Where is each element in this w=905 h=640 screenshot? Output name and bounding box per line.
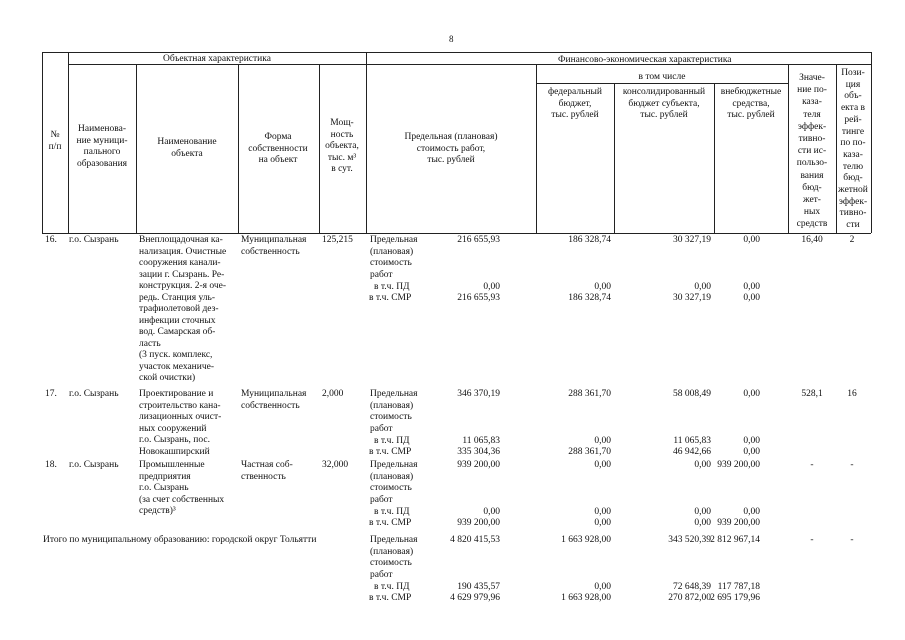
row-object-name: Промышленные — [139, 460, 205, 470]
row2-smr-cons: 46 942,66 — [673, 447, 711, 457]
page-number: 8 — [449, 34, 454, 44]
header-fed: бюджет, — [558, 98, 592, 109]
row2-pd-fed: 0,00 — [594, 436, 611, 446]
header-cost: тыс. рублей — [427, 155, 475, 165]
row2-total-total: 346 370,19 — [457, 389, 500, 399]
header-form: Форма — [264, 132, 292, 142]
row-municipality: г.о. Сызрань — [69, 460, 119, 470]
header-mun: пального — [83, 147, 121, 157]
row-object-name: г.о. Сызрань — [139, 483, 189, 493]
row1-pd-fed: 0,00 — [594, 282, 611, 292]
row-ownership: Частная соб- — [241, 460, 293, 470]
row1-total-total: 216 655,93 — [457, 235, 500, 245]
row-object-name: ской очистки) — [139, 373, 196, 383]
header-power: Мощ- — [330, 118, 354, 128]
header-object-group: Объектная характеристика — [163, 54, 271, 64]
row3-total-fed: 0,00 — [594, 460, 611, 470]
header-cons: тыс. рублей — [640, 110, 688, 120]
header-eff: ных — [803, 207, 821, 218]
header-eff: пользо- — [796, 158, 828, 169]
row-object-name: нализация. Очистные — [139, 246, 227, 257]
row3-smr-fed: 0,00 — [594, 518, 611, 528]
header-eff: теля — [803, 109, 821, 120]
row2-pd-extra: 0,00 — [743, 436, 760, 446]
row-object-name: ных сооружений — [139, 423, 207, 434]
header-eff: тивно- — [798, 134, 826, 144]
header-pos: тинге — [841, 126, 865, 137]
header-pos: ция — [845, 79, 861, 90]
header-mun: ние муници- — [76, 135, 128, 146]
row-object-name: сооружения канали- — [139, 258, 221, 268]
row1-pd-cons: 0,00 — [694, 282, 711, 292]
row-ownership: Муниципальная — [241, 235, 307, 245]
header-fed: федеральный — [548, 87, 602, 97]
row2-total-cons: 58 008,49 — [673, 389, 711, 399]
row-ownership: ственность — [241, 471, 286, 482]
row2-pd-total: 11 065,83 — [462, 436, 500, 446]
cost-label-pd: в т.ч. ПД — [374, 282, 410, 292]
row3-smr-cons: 0,00 — [694, 518, 711, 528]
header-num: п/п — [48, 141, 62, 152]
summary-efficiency: - — [810, 535, 814, 545]
row-object-name: предприятия — [139, 471, 191, 482]
row-num: 16. — [45, 235, 57, 245]
header-pos: объ- — [844, 91, 862, 102]
row-efficiency: 16,40 — [801, 235, 823, 245]
row-object-name: средств)³ — [139, 506, 176, 516]
header-form: собственности — [248, 143, 308, 154]
summary-position: - — [850, 535, 854, 545]
row1-total-cons: 30 327,19 — [673, 235, 711, 245]
header-fed: тыс. рублей — [551, 110, 599, 120]
row-power: 32,000 — [322, 460, 349, 470]
row3-total-extra: 939 200,00 — [717, 460, 760, 470]
row-object-name: конструкция. 2-я оче- — [139, 281, 227, 291]
header-mun: образования — [76, 158, 128, 169]
row3-pd-total: 0,00 — [483, 507, 500, 517]
row3-smr-extra: 939 200,00 — [717, 518, 760, 528]
row-position: - — [850, 460, 854, 470]
header-cons: бюджет субъекта, — [628, 98, 700, 109]
cost-label-pd: в т.ч. ПД — [374, 582, 410, 592]
row2-total-extra: 0,00 — [743, 389, 760, 399]
cost-label: Предельная — [370, 535, 418, 545]
header-pos: рей- — [844, 114, 862, 125]
header-obj: объекта — [171, 148, 203, 159]
row-position: 16 — [847, 389, 857, 399]
header-eff: ние по- — [797, 85, 827, 96]
row-power: 125,215 — [322, 235, 353, 245]
row-object-name: Проектирование и — [139, 389, 214, 399]
header-cost: стоимость работ, — [416, 143, 486, 154]
row-efficiency: 528,1 — [801, 389, 823, 399]
summary-pd-extra: 117 787,18 — [717, 582, 760, 592]
row-power: 2,000 — [322, 389, 344, 399]
cost-label: стоимость — [370, 412, 412, 422]
row3-total-cons: 0,00 — [694, 460, 711, 470]
row3-pd-extra: 0,00 — [743, 507, 760, 517]
row-object-name: Новокашпирский — [139, 446, 210, 457]
summary-label: Итого по муниципальному образованию: городской округ Тольятти — [43, 535, 317, 545]
cost-label-pd: в т.ч. ПД — [374, 507, 410, 517]
row1-total-extra: 0,00 — [743, 235, 760, 245]
row-position: 2 — [849, 235, 855, 245]
header-pos: сти — [846, 220, 860, 231]
row-object-name: г.о. Сызрань, пос. — [139, 435, 210, 445]
row-object-name: участок механиче- — [139, 361, 214, 372]
cost-label: работ — [370, 269, 393, 280]
header-pos: жетной — [838, 185, 868, 195]
header-num: № — [50, 130, 60, 140]
cost-label-smr: в т.ч. СМР — [369, 447, 412, 457]
header-pos: эффек- — [838, 196, 868, 207]
header-power: объекта, — [325, 141, 359, 151]
header-extra: тыс. рублей — [727, 110, 775, 120]
row2-total-fed: 288 361,70 — [568, 389, 611, 399]
header-cons: консолидированный — [622, 87, 706, 97]
row-object-name: редь. Станция уль- — [139, 292, 216, 303]
header-pos: телю — [842, 161, 864, 172]
summary-total-extra: 2 812 967,14 — [710, 535, 760, 545]
row3-pd-fed: 0,00 — [594, 507, 611, 517]
header-eff: вания — [800, 170, 824, 181]
cost-label: работ — [370, 569, 393, 580]
header-eff: каза- — [802, 97, 822, 108]
row-num: 17. — [45, 389, 57, 399]
row-object-name: инфекции сточных — [139, 315, 216, 326]
cost-label: (плановая) — [370, 471, 414, 482]
row2-smr-fed: 288 361,70 — [568, 447, 611, 457]
table-rule — [42, 233, 871, 234]
row1-pd-total: 0,00 — [483, 282, 500, 292]
row1-pd-extra: 0,00 — [743, 282, 760, 292]
header-pos: Пози- — [841, 68, 865, 78]
row-object-name: строительство кана- — [139, 400, 221, 411]
row-municipality: г.о. Сызрань — [69, 235, 119, 245]
summary-smr-fed: 1 663 928,00 — [561, 593, 611, 603]
summary-total-cons: 343 520,39 — [668, 535, 711, 545]
cost-label: работ — [370, 494, 393, 505]
row-object-name: (3 пуск. комплекс, — [139, 350, 213, 360]
header-extra: средства, — [732, 98, 770, 109]
cost-label-pd: в т.ч. ПД — [374, 436, 410, 446]
summary-pd-total: 190 435,57 — [457, 582, 500, 592]
header-pos: по по- — [840, 138, 866, 149]
row-ownership: собственность — [241, 400, 300, 411]
row2-smr-total: 335 304,36 — [457, 447, 500, 457]
row-ownership: собственность — [241, 246, 300, 257]
header-power: ность — [330, 129, 354, 140]
row-municipality: г.о. Сызрань — [69, 389, 119, 399]
summary-pd-fed: 0,00 — [594, 582, 611, 592]
cost-label: (плановая) — [370, 546, 414, 557]
summary-smr-cons: 270 872,00 — [668, 593, 711, 603]
row-object-name: ласть — [139, 338, 161, 349]
header-obj: Наименование — [157, 137, 217, 147]
row-object-name: Внеплощадочная ка- — [139, 235, 223, 245]
header-cost: Предельная (плановая) — [404, 132, 498, 142]
table-rule — [42, 52, 871, 53]
header-extra: внебюджетные — [720, 87, 782, 97]
cost-label-smr: в т.ч. СМР — [369, 518, 412, 528]
row3-smr-total: 939 200,00 — [457, 518, 500, 528]
table-rule — [536, 83, 788, 84]
row1-smr-extra: 0,00 — [743, 293, 760, 303]
cost-label-smr: в т.ч. СМР — [369, 593, 412, 603]
row-efficiency: - — [810, 460, 814, 470]
header-eff: Значе- — [799, 73, 825, 83]
row-ownership: Муниципальная — [241, 389, 307, 399]
header-form: на объект — [258, 155, 298, 165]
header-eff: сти ис- — [797, 146, 827, 157]
row3-total-total: 939 200,00 — [457, 460, 500, 470]
row1-smr-fed: 186 328,74 — [568, 293, 611, 303]
row-object-name: лизационных очист- — [139, 412, 222, 422]
cost-label: стоимость — [370, 258, 412, 268]
row1-smr-cons: 30 327,19 — [673, 293, 711, 303]
summary-smr-total: 4 629 979,96 — [450, 593, 500, 603]
summary-total-fed: 1 663 928,00 — [561, 535, 611, 545]
header-eff: средств — [796, 219, 828, 230]
row-object-name: вод. Самарская об- — [139, 327, 216, 337]
summary-smr-extra: 2 695 179,96 — [710, 593, 760, 603]
header-eff: эффек- — [797, 121, 827, 132]
summary-total-total: 4 820 415,53 — [450, 535, 500, 545]
row-num: 18. — [45, 460, 57, 470]
row-object-name: (за счет собственных — [139, 494, 225, 505]
header-power: в сут. — [331, 164, 353, 174]
row2-smr-extra: 0,00 — [743, 447, 760, 457]
summary-pd-cons: 72 648,39 — [673, 582, 711, 592]
header-eff: жет- — [803, 195, 821, 205]
row-object-name: зации г. Сызрань. Ре- — [139, 269, 225, 280]
row1-total-fed: 186 328,74 — [568, 235, 611, 245]
header-eff: бюд- — [802, 182, 822, 193]
row2-pd-cons: 11 065,83 — [673, 436, 711, 446]
header-incl: в том числе — [638, 72, 686, 82]
header-finance-group: Финансово-экономическая характеристика — [558, 55, 732, 65]
header-pos: екта в — [840, 103, 866, 114]
header-pos: бюд- — [843, 173, 863, 184]
cost-label: стоимость — [370, 558, 412, 568]
cost-label: Предельная — [370, 389, 418, 399]
header-power: тыс. м³ — [327, 152, 357, 163]
cost-label: Предельная — [370, 460, 418, 470]
cost-label: работ — [370, 423, 393, 434]
cost-label: (плановая) — [370, 400, 414, 411]
cost-label: стоимость — [370, 483, 412, 493]
cost-label-smr: в т.ч. СМР — [369, 293, 412, 303]
cost-label: Предельная — [370, 235, 418, 245]
row1-smr-total: 216 655,93 — [457, 293, 500, 303]
row-object-name: трафиолетовой дез- — [139, 304, 219, 314]
header-mun: Наименова- — [78, 124, 126, 134]
header-pos: каза- — [843, 149, 863, 160]
cost-label: (плановая) — [370, 246, 414, 257]
row3-pd-cons: 0,00 — [694, 507, 711, 517]
header-pos: тивно- — [839, 208, 867, 219]
